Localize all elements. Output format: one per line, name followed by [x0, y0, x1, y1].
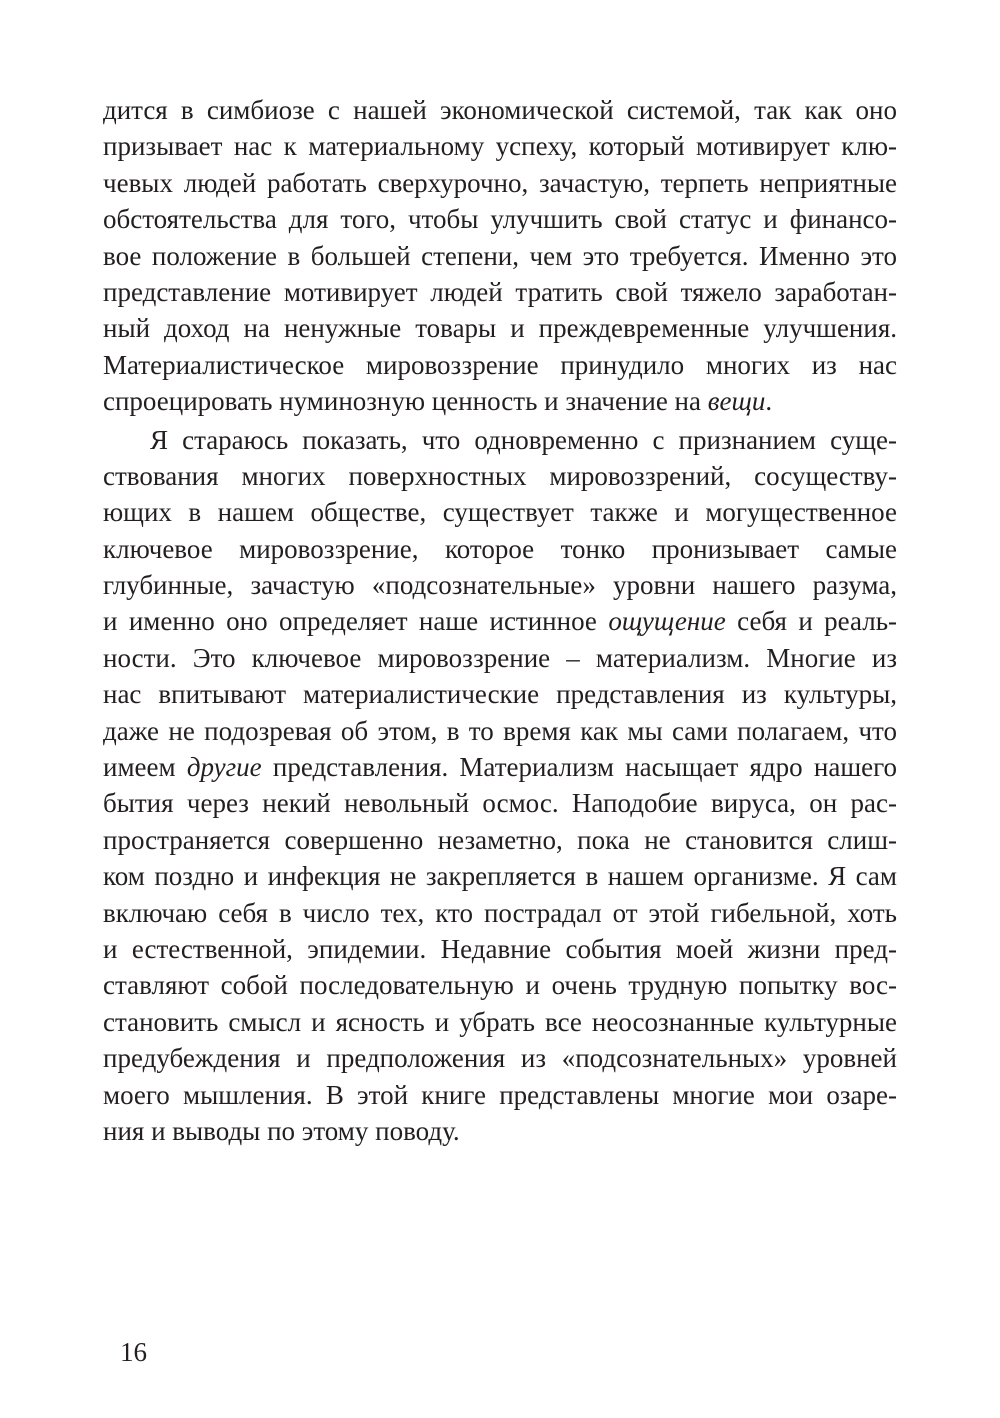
text-line: и естественной, эпидемии. Недавние события моей жизни пред-: [103, 933, 897, 964]
text-line: включаю себя в число тех, кто пострадал от этой гибельной, хоть: [103, 897, 897, 928]
text-line: ный доход на ненужные товары и преждевременные улучшения.: [103, 313, 897, 344]
text-line: и именно оно определяет наше истинное ощущение себя и реаль-: [103, 606, 897, 637]
text-line: моего мышления. В этой книге представлены многие мои озаре-: [103, 1079, 897, 1110]
text-line: бытия через некий невольный осмос. Наподобие вируса, он рас-: [103, 788, 897, 819]
text-line: Я стараюсь показать, что одновременно с признанием суще-: [150, 424, 897, 455]
text-line: становить смысл и ясность и убрать все неосознанные культурные: [103, 1006, 897, 1037]
italic-emphasis: вещи: [707, 386, 766, 417]
text-line: ствования многих поверхностных мировоззрений, сосуществу-: [103, 460, 897, 491]
text-line: вое положение в большей степени, чем это требуется. Именно это: [103, 240, 897, 271]
page-number: 16: [120, 1337, 147, 1367]
text-line: представление мотивирует людей тратить свой тяжело заработан-: [103, 276, 897, 307]
text-line: призывает нас к материальному успеху, который мотивирует клю-: [103, 131, 897, 162]
text-line: дится в симбиозе с нашей экономической системой, так как оно: [103, 95, 897, 125]
text-line: нас впитывают материалистические представления из культуры,: [103, 679, 897, 710]
italic-emphasis: другие: [186, 752, 262, 783]
text-line: даже не подозревая об этом, в то время как мы сами полагаем, что: [103, 715, 897, 746]
text-line: имеем другие представления. Материализм насыщает ядро нашего: [103, 752, 898, 783]
text-line: ком поздно и инфекция не закрепляется в нашем организме. Я сам: [103, 861, 897, 892]
text-line: пространяется совершенно незаметно, пока не становится слиш-: [103, 824, 897, 855]
paragraph-1: [103, 92, 897, 420]
text-line: глубинные, зачастую «подсознательные» уровни нашего разума,: [103, 570, 897, 601]
text-line: обстоятельства для того, чтобы улучшить свой статус и финансо-: [103, 204, 897, 235]
text-line: ющих в нашем обществе, существует также и могущественное: [103, 497, 897, 528]
text-line: Материалистическое мировоззрение принудило многих из нас: [103, 349, 897, 380]
text-line: ния и выводы по этому поводу.: [103, 1115, 460, 1146]
text-line: предубеждения и предположения из «подсознательных» уровней: [103, 1043, 897, 1074]
body-text: [103, 92, 897, 1149]
text-line: ставляют собой последовательную и очень трудную попытку вос-: [103, 970, 897, 1001]
text-line: спроецировать нуминозную ценность и значение на вещи.: [103, 386, 773, 417]
text-line: ключевое мировоззрение, которое тонко пронизывает самые: [103, 533, 897, 564]
text-line: ности. Это ключевое мировоззрение – материализм. Многие из: [103, 642, 897, 673]
italic-emphasis: ощущение: [608, 606, 726, 637]
text-line: чевых людей работать сверхурочно, зачастую, терпеть неприятные: [103, 167, 897, 198]
paragraph-2: [103, 422, 897, 1150]
